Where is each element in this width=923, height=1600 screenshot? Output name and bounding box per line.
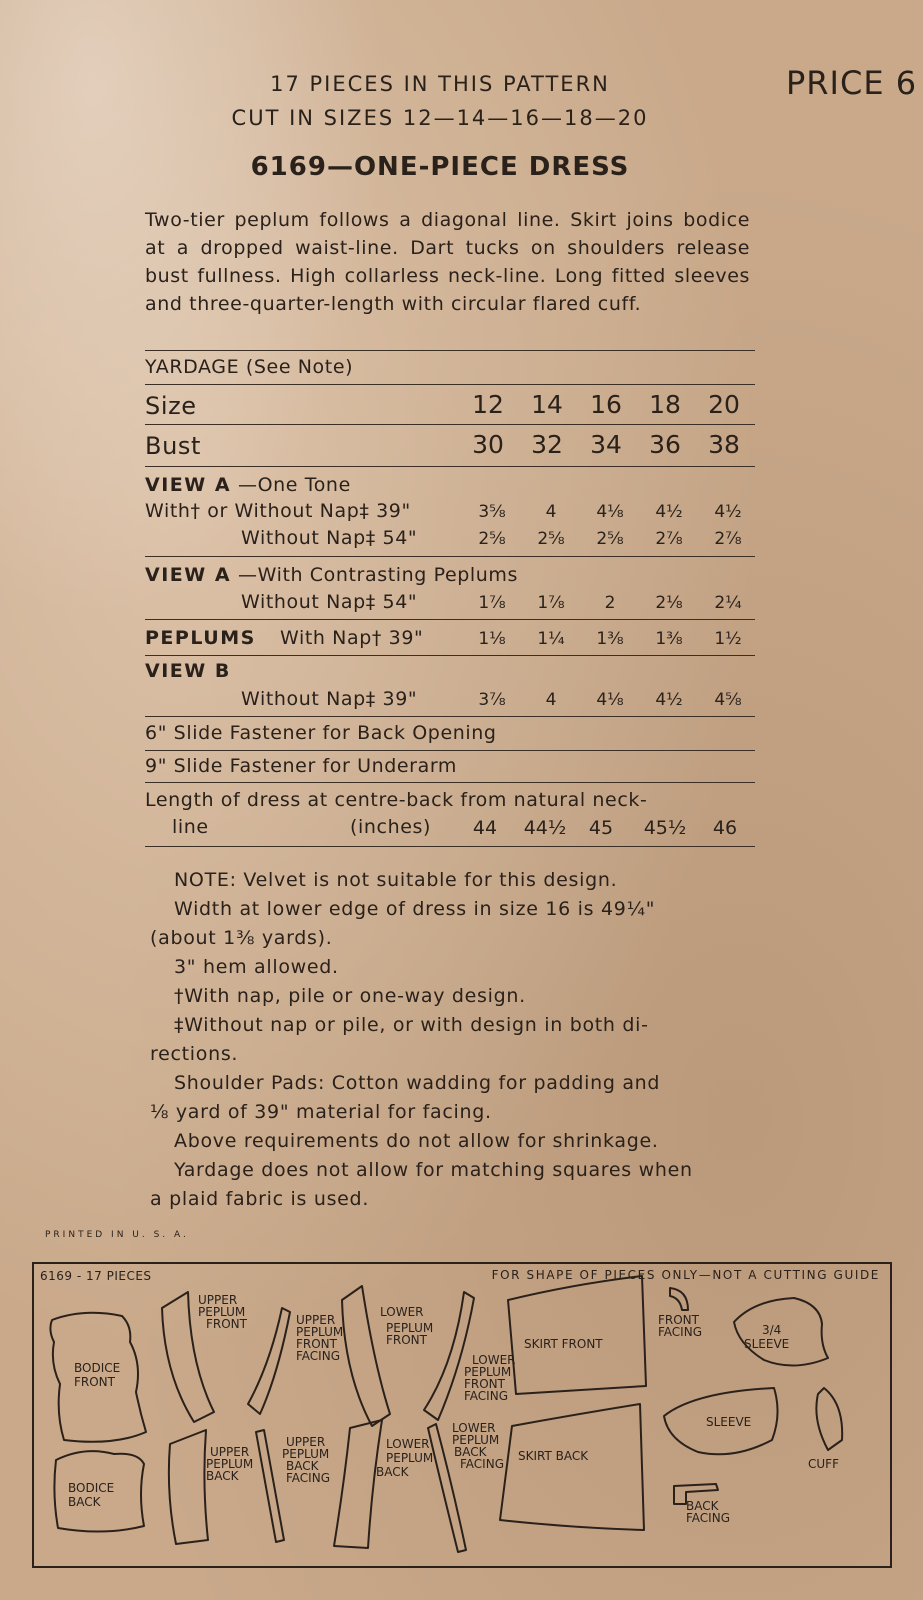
yardage-cell: 2¼	[714, 593, 742, 613]
piece-label: UPPER	[210, 1445, 250, 1459]
size-cell: 14	[531, 390, 563, 419]
size-cell: 12	[472, 390, 504, 419]
piece-label: 3/4	[762, 1323, 782, 1337]
contrast-peplums-label: —With Contrasting Peplums	[238, 564, 519, 586]
peplums-label: PEPLUMS	[145, 627, 256, 649]
table-rule	[145, 750, 755, 751]
piece-label: PEPLUM	[282, 1447, 330, 1461]
bust-cell: 38	[708, 430, 740, 459]
length-cell: 45	[588, 817, 614, 839]
note-line: 3" hem allowed.	[174, 956, 339, 978]
table-rule	[145, 655, 755, 656]
note-line: Width at lower edge of dress in size 16 is 49¼"	[174, 898, 656, 920]
yardage-cell: 4	[545, 502, 557, 522]
yardage-cell: 4⅛	[596, 502, 624, 522]
note-line: rections.	[150, 1043, 239, 1065]
pattern-title: 6169—ONE-PIECE DRESS	[250, 152, 630, 182]
bust-cell: 30	[472, 430, 504, 459]
one-tone-label: —One Tone	[238, 474, 351, 496]
yardage-cell: 2⅝	[596, 529, 624, 549]
upper-peplum-back-piece	[169, 1430, 208, 1544]
piece-label: SKIRT FRONT	[524, 1337, 603, 1351]
yardage-cell: 4½	[714, 502, 742, 522]
lower-peplum-back-piece	[334, 1420, 382, 1548]
notes-block	[150, 866, 765, 1214]
note-line: NOTE: Velvet is not suitable for this design.	[174, 869, 618, 891]
skirt-front-piece	[508, 1276, 646, 1394]
yardage-cell: 2⅞	[714, 529, 742, 549]
piece-label: BACK	[286, 1459, 319, 1473]
length-label: Length of dress at centre-back from natural neck-	[145, 789, 648, 811]
piece-label: FACING	[464, 1389, 508, 1403]
yardage-cell: 1⅞	[537, 593, 565, 613]
view-a-contrast-label: VIEW A	[145, 564, 232, 586]
yardage-cell: 4⅛	[596, 690, 624, 710]
yardage-cell: 3⅝	[478, 502, 506, 522]
skirt-back-piece	[500, 1404, 644, 1530]
yardage-cell: 4½	[655, 502, 683, 522]
length-cell: 46	[712, 817, 738, 839]
sizes-heading: CUT IN SIZES 12—14—16—18—20	[231, 106, 649, 130]
yardage-cell: 2	[604, 593, 616, 613]
piece-label: SLEEVE	[744, 1337, 790, 1351]
bust-row-label: Bust	[145, 432, 201, 460]
pattern-pieces-diagram	[34, 1264, 890, 1566]
yardage-cell: 4⅝	[714, 690, 742, 710]
piece-label: PEPLUM	[296, 1325, 344, 1339]
size-cell: 20	[708, 390, 740, 419]
piece-label: BACK	[68, 1495, 101, 1509]
piece-label: LOWER	[452, 1421, 496, 1435]
size-cell: 16	[590, 390, 622, 419]
table-rule	[145, 384, 755, 385]
yardage-cell: 1¼	[537, 629, 565, 649]
piece-label: BACK	[206, 1469, 239, 1483]
note-line: a plaid fabric is used.	[150, 1188, 370, 1210]
pattern-piece-guide	[32, 1262, 892, 1568]
size-row-label: Size	[145, 392, 197, 420]
piece-label: FRONT	[206, 1317, 247, 1331]
row-c-label: Without Nap‡ 54"	[241, 591, 418, 613]
piece-label: FACING	[460, 1457, 504, 1471]
piece-label: FACING	[686, 1511, 730, 1525]
piece-label: LOWER	[386, 1437, 430, 1451]
piece-label: FACING	[296, 1349, 340, 1363]
piece-label: PEPLUM	[206, 1457, 254, 1471]
piece-label: BODICE	[74, 1361, 121, 1375]
piece-label: FACING	[658, 1325, 702, 1339]
piece-label: FACING	[286, 1471, 330, 1485]
piece-label: UPPER	[296, 1313, 336, 1327]
note-line: ⅛ yard of 39" material for facing.	[150, 1101, 492, 1123]
piece-label: SKIRT BACK	[518, 1449, 589, 1463]
piece-label: CUFF	[808, 1457, 839, 1471]
note-line: ‡Without nap or pile, or with design in both di-	[174, 1014, 649, 1036]
table-rule	[145, 782, 755, 783]
length-unit: (inches)	[350, 816, 432, 838]
back-fastener-label: 6" Slide Fastener for Back Opening	[145, 722, 497, 744]
length-cell: 44½	[523, 817, 567, 839]
length-label-cont: line	[172, 816, 209, 838]
yardage-cell: 2⅝	[478, 529, 506, 549]
piece-label: BODICE	[68, 1481, 115, 1495]
bust-cell: 34	[590, 430, 622, 459]
pattern-description: Two-tier peplum follows a diagonal line. Skirt joins bodice at a dropped waist-line. Dart tucks on shoulders release bust fullness. High collarless neck-line. Long fitted sleeves and three-quarter-length with circular flared cuff.	[145, 209, 750, 315]
piece-label: PEPLUM	[386, 1321, 434, 1335]
cuff-piece	[816, 1388, 842, 1450]
length-cell: 44	[472, 817, 498, 839]
yardage-heading: YARDAGE (See Note)	[145, 356, 354, 378]
piece-label: FRONT	[296, 1337, 337, 1351]
bust-cell: 32	[531, 430, 563, 459]
upper-peplum-back-facing-piece	[256, 1430, 284, 1542]
yardage-cell: 1⅜	[655, 629, 683, 649]
row-a2-label: Without Nap‡ 54"	[241, 527, 418, 549]
size-cell: 18	[649, 390, 681, 419]
piece-label: PEPLUM	[198, 1305, 246, 1319]
guide-note: FOR SHAPE OF PIECES ONLY—NOT A CUTTING GUIDE	[491, 1268, 880, 1282]
piece-label: UPPER	[286, 1435, 326, 1449]
note-line: Shoulder Pads: Cotton wadding for padding and	[174, 1072, 661, 1094]
note-line: †With nap, pile or one-way design.	[174, 985, 526, 1007]
row-p-label: With Nap† 39"	[280, 627, 424, 649]
guide-id-label: 6169 - 17 PIECES	[40, 1269, 152, 1283]
piece-label: PEPLUM	[386, 1451, 434, 1465]
front-facing-piece	[670, 1288, 688, 1310]
bust-cell: 36	[649, 430, 681, 459]
view-a-label: VIEW A	[145, 474, 232, 496]
table-rule	[145, 716, 755, 717]
piece-label: FRONT	[658, 1313, 699, 1327]
table-rule	[145, 846, 755, 847]
table-rule	[145, 619, 755, 620]
note-line: Above requirements do not allow for shrinkage.	[174, 1130, 659, 1152]
piece-label: PEPLUM	[452, 1433, 500, 1447]
yardage-cell: 4½	[655, 690, 683, 710]
piece-label: FRONT	[386, 1333, 427, 1347]
piece-label: BACK	[686, 1499, 719, 1513]
piece-label: SLEEVE	[706, 1415, 752, 1429]
piece-label: UPPER	[198, 1293, 238, 1307]
view-b-label: VIEW B	[145, 660, 231, 682]
yardage-cell: 1⅛	[478, 629, 506, 649]
piece-label: LOWER	[380, 1305, 424, 1319]
piece-label: BACK	[376, 1465, 409, 1479]
yardage-cell: 1½	[714, 629, 742, 649]
row-b-label: Without Nap‡ 39"	[241, 688, 418, 710]
table-rule	[145, 350, 755, 351]
yardage-cell: 2⅞	[655, 529, 683, 549]
yardage-cell: 2⅛	[655, 593, 683, 613]
piece-label: LOWER	[472, 1353, 516, 1367]
printed-in-usa: PRINTED IN U. S. A.	[45, 1230, 189, 1240]
length-cell: 45½	[643, 817, 687, 839]
yardage-cell: 1⅜	[596, 629, 624, 649]
yardage-cell: 3⅞	[478, 690, 506, 710]
upper-peplum-front-facing-piece	[248, 1308, 290, 1414]
piece-label: PEPLUM	[464, 1365, 512, 1379]
piece-label: FRONT	[74, 1375, 115, 1389]
piece-label: BACK	[454, 1445, 487, 1459]
table-rule	[145, 466, 755, 467]
row-a1-label: With† or Without Nap‡ 39"	[145, 500, 411, 522]
pieces-count-heading: 17 PIECES IN THIS PATTERN	[270, 72, 610, 96]
yardage-cell: 4	[545, 690, 557, 710]
note-line: (about 1⅜ yards).	[150, 927, 333, 949]
underarm-fastener-label: 9" Slide Fastener for Underarm	[145, 755, 458, 777]
price-label: PRICE 6	[786, 64, 918, 102]
yardage-cell: 1⅞	[478, 593, 506, 613]
yardage-cell: 2⅝	[537, 529, 565, 549]
piece-label: FRONT	[464, 1377, 505, 1391]
note-line: Yardage does not allow for matching squares when	[174, 1159, 693, 1181]
table-rule	[145, 424, 755, 425]
table-rule	[145, 556, 755, 557]
